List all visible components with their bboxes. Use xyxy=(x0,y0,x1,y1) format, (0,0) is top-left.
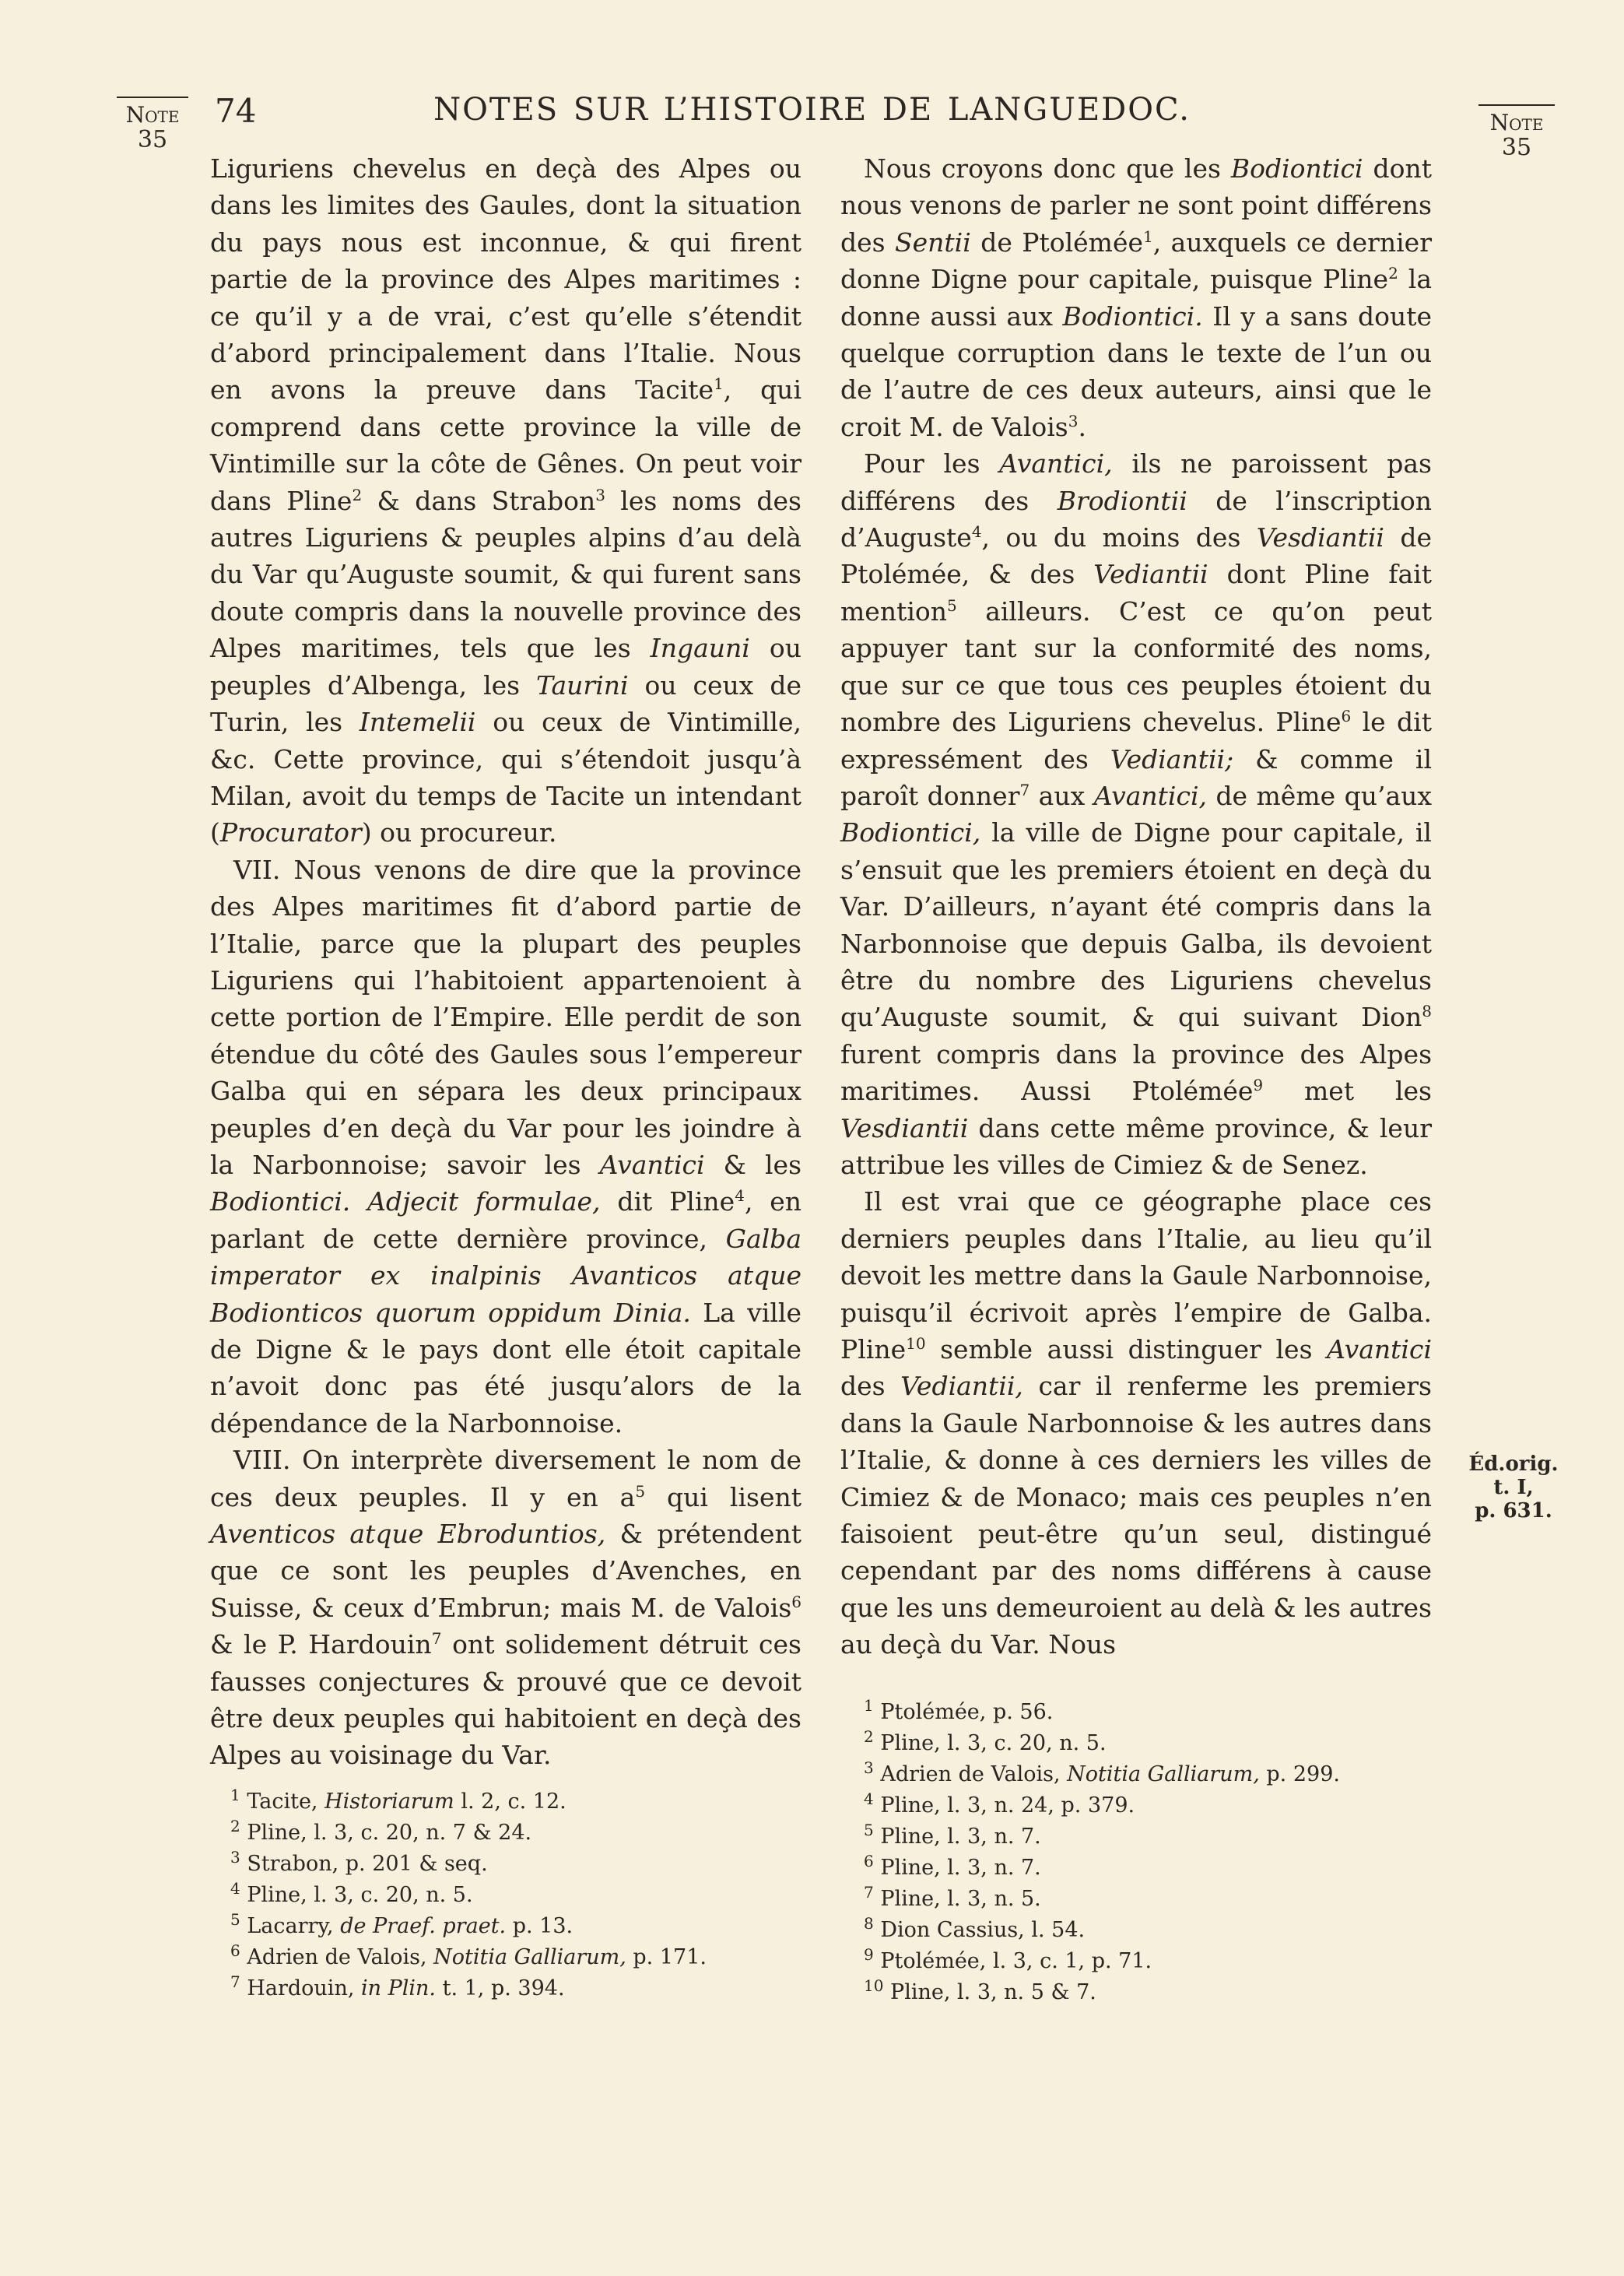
paragraph-ligurians xyxy=(210,150,801,852)
note-label-left: Note xyxy=(125,102,180,128)
left-column xyxy=(210,150,801,1774)
text: , ou du moins des xyxy=(981,522,1257,553)
italic-term: Ingauni xyxy=(650,633,750,664)
note-rule-right xyxy=(1478,104,1555,106)
footnote-number: 6 xyxy=(230,1941,240,1960)
text: & le P. Hardouin xyxy=(210,1629,432,1660)
footnote-ref: 3 xyxy=(1068,411,1079,430)
text: ailleurs. C’est ce qu’on peut appuyer tant sur la conformité des noms, que sur ce que tous ces peuples étoient du nombre des Liguriens chevelus. Pline xyxy=(840,595,1432,738)
text: . xyxy=(1078,411,1086,442)
right-column xyxy=(840,150,1432,1663)
text: de même qu’aux xyxy=(1207,780,1432,811)
note-marker-right xyxy=(1478,104,1555,160)
text: & dans Strabon xyxy=(362,485,596,516)
page-number: 74 xyxy=(215,92,257,130)
footnote xyxy=(230,1911,697,1942)
footnote-number: 3 xyxy=(230,1848,240,1867)
footnote-title: Notitia Galliarum, xyxy=(1067,1762,1260,1786)
footnote xyxy=(230,1818,697,1849)
footnote-number: 6 xyxy=(864,1852,874,1870)
text: met les xyxy=(1263,1076,1432,1107)
italic-term: Avantici, xyxy=(1093,780,1208,811)
footnote xyxy=(864,1790,1455,1821)
footnote-text: Adrien de Valois, xyxy=(880,1762,1068,1786)
text: la donne aussi aux xyxy=(840,264,1432,332)
footnote-text: Pline, l. 3, n. 7. xyxy=(880,1825,1041,1849)
footnote-text: t. 1, p. 394. xyxy=(436,1976,565,2000)
footnote-number: 1 xyxy=(864,1696,874,1715)
footnote-ref: 9 xyxy=(1253,1076,1264,1095)
text: furent compris dans la province des Alpes maritimes. Aussi Ptolémée xyxy=(840,1038,1432,1107)
footnote-number: 2 xyxy=(864,1727,874,1746)
margin-ref-line: p. 631. xyxy=(1475,1499,1552,1523)
note-label-right: Note xyxy=(1489,110,1544,135)
footnote-number: 7 xyxy=(230,1972,240,1991)
footnote xyxy=(230,1973,697,2004)
text: ou ceux de Vintimille, &c. Cette province, qui s’étendoit jusqu’à Milan, avoit du temps de Tacite un intendant ( xyxy=(210,707,801,848)
footnote-ref: 1 xyxy=(1143,227,1153,246)
text: VIII. On interprète diversement le nom de ces deux peuples. Il y en a xyxy=(210,1445,801,1512)
italic-term: Bodiontici xyxy=(1230,153,1363,184)
paragraph-section-vii xyxy=(210,852,801,1442)
footnote-ref: 5 xyxy=(635,1481,646,1501)
text: ou ceux de Turin, les xyxy=(210,669,801,738)
footnote xyxy=(230,1786,697,1818)
footnotes-right xyxy=(864,1697,1455,2008)
footnote-number: 4 xyxy=(864,1790,874,1808)
footnote-ref: 3 xyxy=(595,485,605,504)
paragraph-avantici xyxy=(840,445,1432,1183)
italic-term: Bodiontici. xyxy=(1062,300,1203,332)
footnote xyxy=(230,1849,697,1880)
margin-ref-line: Éd.orig. xyxy=(1468,1452,1559,1476)
paragraph-bodiontici xyxy=(840,150,1432,445)
italic-term: Intemelii xyxy=(359,707,476,738)
text: dont nous venons de parler ne sont point différens des xyxy=(840,153,1432,258)
footnote-text: Strabon, p. 201 & seq. xyxy=(247,1852,488,1876)
text: Il est vrai que ce géographe place ces derniers peuples dans l’Italie, au lieu qu’il devoit les mettre dans la Gaule Narbonnoise, puisqu’il écrivoit après l’empire de Galba. Pline xyxy=(840,1186,1432,1365)
footnote-ref: 10 xyxy=(906,1334,926,1353)
margin-ref-line: t. I, xyxy=(1493,1476,1534,1499)
text: dans cette même province, & leur attribue les villes de Cimiez & de Senez. xyxy=(840,1112,1432,1180)
text: le dit expressément des xyxy=(840,707,1432,774)
footnote-ref: 8 xyxy=(1422,1002,1432,1021)
text: ils ne paroissent pas différens des xyxy=(840,448,1432,516)
text: dont Pline fait mention xyxy=(840,559,1432,627)
italic-term: Avantici xyxy=(1327,1334,1432,1365)
footnote-ref: 7 xyxy=(431,1629,442,1649)
text: semble aussi distinguer les xyxy=(925,1334,1328,1365)
footnote-number: 3 xyxy=(864,1758,874,1777)
footnote-text: Pline, l. 3, n. 24, p. 379. xyxy=(880,1793,1135,1818)
footnote-ref: 2 xyxy=(1388,264,1398,283)
text: la ville de Digne pour capitale, il s’ensuit que les premiers étoient en deçà du Var. D’ailleurs, n’ayant été compris dans la Narbonnoise que depuis Galba, ils devoient être du nombre des Liguriens chevelus qu’Auguste soumit, & qui suivant Dion xyxy=(840,817,1432,1033)
text: Il y a sans doute quelque corruption dans le texte de l’un ou de l’autre de ces deux auteurs, ainsi que le croit M. de Valois xyxy=(840,300,1432,442)
footnote-text: p. 13. xyxy=(506,1914,573,1938)
italic-term: Procurator xyxy=(219,817,362,848)
text: Liguriens chevelus en deçà des Alpes ou dans les limites des Gaules, dont la situation du pays nous est inconnue, & qui firent partie de la province des Alpes maritimes : ce qu’il y a de vrai, c’est qu’elle s’étendit d’abord principalement dans l’Italie. Nous en avons la preuve dans Tacite xyxy=(210,153,801,406)
footnote-ref: 7 xyxy=(1019,780,1030,799)
footnote-number: 2 xyxy=(230,1817,240,1835)
footnotes-left xyxy=(230,1786,707,2004)
footnote-text: Hardouin, xyxy=(247,1976,361,2000)
footnote xyxy=(864,1884,1455,1915)
text: Pour les xyxy=(864,448,1000,479)
footnote-text: Pline, l. 3, c. 20, n. 7 & 24. xyxy=(247,1821,532,1845)
footnote-number: 1 xyxy=(230,1786,240,1804)
text: , auxquels ce dernier donne Digne pour capitale, puisque Pline xyxy=(840,227,1432,295)
footnote-text: p. 299. xyxy=(1259,1762,1340,1786)
italic-term: Vesdiantii xyxy=(840,1112,969,1143)
footnote xyxy=(230,1941,707,1973)
italic-quote: Galba imperator ex inalpinis Avanticos atque Bodionticos quorum oppidum Dinia. xyxy=(210,1223,801,1328)
note-number-left: 35 xyxy=(137,126,168,153)
text: & les xyxy=(704,1149,802,1180)
text: VII. Nous venons de dire que la province des Alpes maritimes fit d’abord partie de l’Italie, parce que la plupart des peuples Liguriens qui l’habitoient appartenoient à cette portion de l’Empire. Elle perdit de son étendue du côté des Gaules sous l’empereur Galba qui en sépara les deux principaux peuples d’en deçà du Var pour les joindre à la Narbonnoise; savoir les xyxy=(210,854,801,1180)
text: dit Pline xyxy=(600,1186,735,1217)
footnote-text: Pline, l. 3, n. 5. xyxy=(880,1887,1041,1911)
footnote-text: Ptolémée, l. 3, c. 1, p. 71. xyxy=(880,1949,1152,1973)
footnote-ref: 4 xyxy=(735,1186,745,1206)
text: de Ptolémée, & des xyxy=(840,522,1432,590)
italic-term: Bodiontici, xyxy=(840,817,981,848)
footnote-number: 9 xyxy=(864,1945,874,1964)
footnote xyxy=(864,1759,1455,1790)
text: car il renferme les premiers dans la Gaule Narbonnoise & les autres dans l’Italie, & donne à ces derniers les villes de Cimiez & de Monaco; mais ces peuples n’en faisoient peut-être qu’un seul, distingué cependant par des noms différens à cause que les uns demeuroient au delà & les autres au deçà du Var. Nous xyxy=(840,1371,1432,1660)
footnote xyxy=(864,1728,1455,1759)
text: , en parlant de cette dernière province, xyxy=(210,1186,802,1254)
footnote-ref: 2 xyxy=(352,485,363,504)
footnote-title: in Plin. xyxy=(361,1976,437,2000)
text: La ville de Digne & le pays dont elle étoit capitale n’avoit donc pas été jusqu’alors de la dépendance de la Narbonnoise. xyxy=(210,1297,801,1438)
italic-term: Aventicos atque Ebroduntios, xyxy=(210,1519,606,1550)
footnote-text: Tacite, xyxy=(247,1790,325,1814)
footnote-number: 5 xyxy=(230,1910,240,1929)
footnote-ref: 5 xyxy=(947,595,957,615)
paragraph-section-viii xyxy=(210,1442,801,1774)
italic-term: Brodiontii xyxy=(1057,485,1187,516)
italic-term: Sentii xyxy=(895,227,971,258)
text: de l’inscription d’Auguste xyxy=(840,485,1433,553)
text: & comme il paroît donner xyxy=(840,743,1432,811)
running-title: NOTES SUR L’HISTOIRE DE LANGUEDOC. xyxy=(433,92,1191,128)
text: ) ou procureur. xyxy=(361,817,557,848)
footnote-text: Adrien de Valois, xyxy=(247,1945,434,1969)
footnote-number: 4 xyxy=(230,1879,240,1898)
margin-edition-reference xyxy=(1467,1452,1560,1523)
text: les noms des autres Liguriens & peuples alpins d’au delà du Var qu’Auguste soumit, & qui furent sans doute compris dans la nouvelle province des Alpes maritimes, tels que les xyxy=(210,485,801,664)
text: & prétendent que ce sont les peuples d’Avenches, en Suisse, & ceux d’Embrun; mais M. de Valois xyxy=(210,1519,801,1623)
footnote-title: de Praef. praet. xyxy=(340,1914,507,1938)
footnote-number: 5 xyxy=(864,1821,874,1839)
italic-term: Vesdiantii xyxy=(1256,522,1384,553)
text: aux xyxy=(1029,780,1094,811)
footnote-title: Historiarum xyxy=(324,1790,454,1814)
italic-term: Avantici xyxy=(599,1149,705,1180)
text: qui lisent xyxy=(645,1481,801,1512)
footnote-text: Dion Cassius, l. 54. xyxy=(880,1918,1086,1942)
text: Nous croyons donc que les xyxy=(864,153,1231,184)
text: des xyxy=(840,1371,901,1402)
footnote xyxy=(864,1946,1455,1977)
footnote-ref: 6 xyxy=(791,1592,801,1611)
text: , qui comprend dans cette province la ville de Vintimille sur la côte de Gênes. On peut voir dans Pline xyxy=(210,374,801,516)
footnote xyxy=(864,1977,1455,2008)
footnote-title: Notitia Galliarum, xyxy=(433,1945,626,1969)
italic-term: Vediantii xyxy=(1093,559,1208,590)
note-number-right: 35 xyxy=(1501,134,1532,161)
text: ou peuples d’Albenga, les xyxy=(210,633,801,701)
italic-term: Vediantii; xyxy=(1110,743,1234,774)
footnote-text: Pline, l. 3, n. 5 & 7. xyxy=(890,1980,1096,2004)
footnote xyxy=(864,1853,1455,1884)
footnote-text: Lacarry, xyxy=(247,1914,341,1938)
footnote-number: 8 xyxy=(864,1914,874,1933)
italic-term: Avantici, xyxy=(999,448,1113,479)
text: de Ptolémée xyxy=(970,227,1144,258)
footnote-number: 7 xyxy=(864,1883,874,1902)
footnote-text: Pline, l. 3, n. 7. xyxy=(880,1856,1041,1880)
footnote-ref: 6 xyxy=(1341,707,1352,726)
footnote-text: Ptolémée, p. 56. xyxy=(880,1700,1054,1724)
text: ont solidement détruit ces fausses conjectures & prouvé que ce devoit être deux peuples qui habitoient en deçà des Alpes au voisinage du Var. xyxy=(210,1629,801,1771)
italic-term: Taurini xyxy=(536,669,629,701)
footnote xyxy=(864,1915,1455,1946)
footnote-ref: 1 xyxy=(714,374,724,394)
footnote xyxy=(864,1821,1455,1853)
italic-term: Vediantii, xyxy=(900,1371,1023,1402)
footnote xyxy=(864,1697,1455,1728)
footnote xyxy=(230,1880,697,1911)
paragraph-geographer xyxy=(840,1183,1432,1663)
footnote-text: l. 2, c. 12. xyxy=(454,1790,566,1814)
footnote-ref: 4 xyxy=(971,522,982,542)
footnote-text: Pline, l. 3, c. 20, n. 5. xyxy=(247,1883,473,1907)
italic-term: Bodiontici. Adjecit formulae, xyxy=(210,1186,601,1217)
footnote-text: Pline, l. 3, c. 20, n. 5. xyxy=(880,1731,1107,1755)
footnote-text: p. 171. xyxy=(626,1945,707,1969)
footnote-number: 10 xyxy=(864,1976,884,1995)
